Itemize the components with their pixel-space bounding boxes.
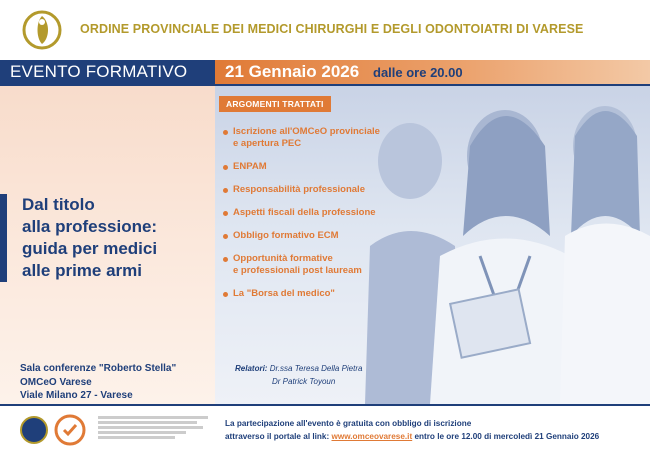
topic-item: ENPAM: [223, 161, 403, 173]
venue-line: Viale Milano 27 - Varese: [20, 390, 133, 401]
topic-item: Aspetti fiscali della professione: [223, 207, 403, 219]
event-time: dalle ore 20.00: [373, 65, 463, 80]
event-title-line: alle prime armi: [22, 261, 143, 280]
left-panel: [0, 86, 215, 404]
topic-item: Iscrizione all'OMCeO provinciale e apertura PEC: [223, 126, 403, 150]
date-band: [215, 60, 650, 84]
speaker-name: Dr.ssa Teresa Della Pietra: [269, 364, 363, 373]
event-title: [22, 194, 212, 282]
registration-info: [225, 418, 645, 443]
header: [0, 0, 650, 62]
topic-item: Opportunità formative e professionali post lauream: [223, 253, 403, 277]
registration-line: La partecipazione all'evento è gratuita con obbligo di iscrizione: [225, 419, 472, 428]
organization-name: ORDINE PROVINCIALE DEI MEDICI CHIRURGHI E DEGLI ODONTOIATRI DI VARESE: [80, 22, 584, 36]
accreditation-fine-print: [98, 416, 208, 439]
topic-item: Obbligo formativo ECM: [223, 230, 403, 242]
registration-line: attraverso il portale al link: www.omceovarese.it entro le ore 12.00 di mercoledì 21 Gennaio 2026: [225, 431, 600, 441]
venue: [20, 362, 210, 403]
title-accent-bar: [0, 194, 7, 282]
registration-link[interactable]: www.omceovarese.it: [331, 431, 413, 441]
event-type-label: EVENTO FORMATIVO: [10, 62, 188, 81]
photo-panel: [215, 86, 650, 404]
venue-line: OMCeO Varese: [20, 376, 92, 388]
certification-badge-icon: [54, 414, 86, 446]
venue-line: Sala conferenze "Roberto Stella": [20, 363, 177, 374]
speakers-label: Relatori:: [235, 364, 268, 373]
event-date: 21 Gennaio 2026: [225, 62, 360, 81]
topic-item: La "Borsa del medico": [223, 288, 403, 300]
event-title-line: Dal titolo: [22, 195, 95, 214]
speakers: [235, 362, 362, 388]
omceo-seal-icon: [20, 416, 48, 444]
event-title-line: alla professione:: [22, 217, 158, 236]
topics-heading: ARGOMENTI TRATTATI: [219, 96, 331, 112]
footer: [0, 406, 650, 456]
topics-list: [223, 126, 403, 311]
event-title-line: guida per medici: [22, 239, 158, 258]
omceo-logo-icon: [22, 8, 62, 52]
topic-item: Responsabilità professionale: [223, 184, 403, 196]
speaker-name: Dr Patrick Toyoun: [272, 377, 336, 386]
event-type-band: [0, 60, 215, 84]
